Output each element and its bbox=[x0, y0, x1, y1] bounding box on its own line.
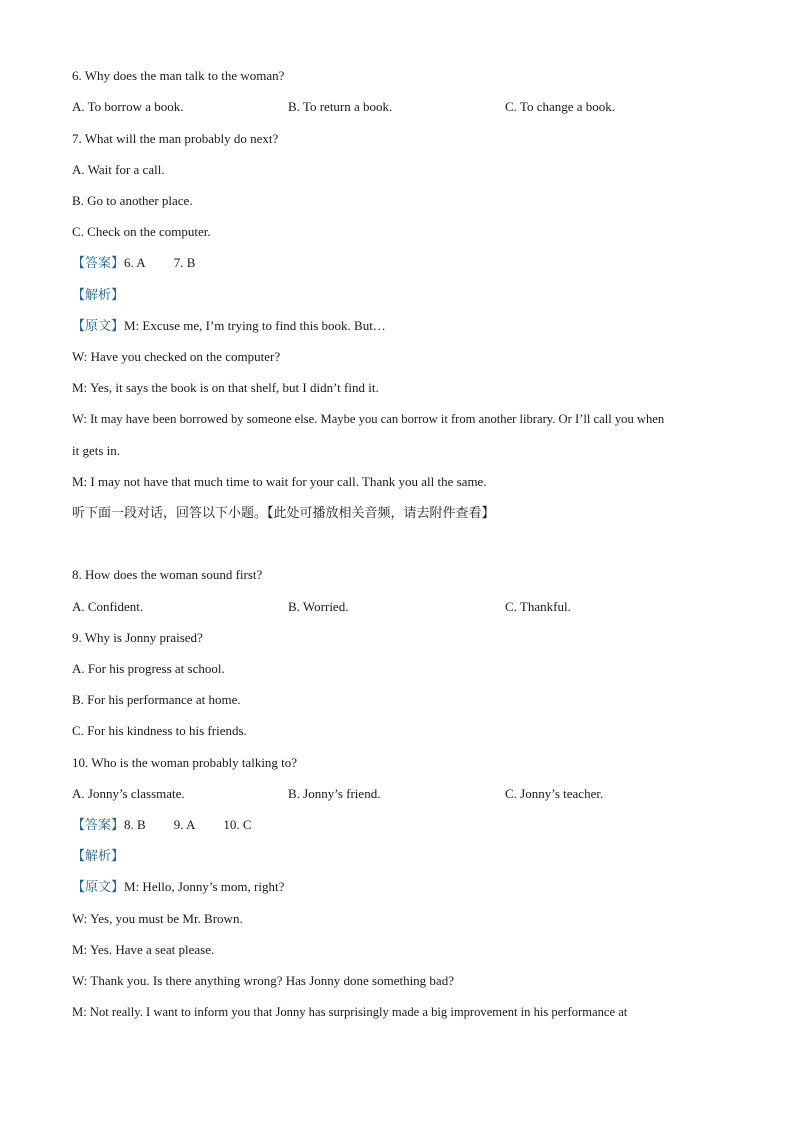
transcript-1-line-5: it gets in. bbox=[72, 443, 121, 458]
answer-tag: 【答案】 bbox=[72, 818, 125, 833]
q9-option-c: C. For his kindness to his friends. bbox=[72, 723, 247, 738]
answer-6: 6. A bbox=[124, 255, 146, 270]
original-tag: 【原文】 bbox=[72, 880, 125, 895]
analysis-tag: 【解析】 bbox=[72, 849, 125, 864]
answer-10: 10. C bbox=[223, 817, 252, 832]
q6-option-c: C. To change a book. bbox=[505, 99, 616, 114]
answer-line-2 bbox=[72, 817, 252, 834]
q9-option-a: A. For his progress at school. bbox=[72, 661, 225, 676]
question-7: 7. What will the man probably do next? bbox=[72, 131, 279, 146]
transcript-1-line-4: W: It may have been borrowed by someone else. Maybe you can borrow it from another library. Or I’ll call you when bbox=[72, 412, 665, 426]
answer-8: 8. B bbox=[124, 817, 146, 832]
question-6: 6. Why does the man talk to the woman? bbox=[72, 68, 285, 83]
question-8: 8. How does the woman sound first? bbox=[72, 567, 263, 582]
transcript-2-line-4: W: Thank you. Is there anything wrong? Has Jonny done something bad? bbox=[72, 973, 454, 988]
answer-7: 7. B bbox=[173, 255, 196, 270]
transcript-2-line-3: M: Yes. Have a seat please. bbox=[72, 942, 215, 957]
transcript-1-line-1 bbox=[72, 318, 386, 335]
transcript-2-line-5: M: Not really. I want to inform you that Jonny has surprisingly made a big improvement in his performance at bbox=[72, 1005, 628, 1019]
q7-option-a: A. Wait for a call. bbox=[72, 162, 165, 177]
q8-option-b: B. Worried. bbox=[288, 599, 349, 614]
transcript-2-line-1 bbox=[72, 879, 284, 896]
transcript-1-line-2: W: Have you checked on the computer? bbox=[72, 349, 281, 364]
analysis-line-2 bbox=[72, 848, 124, 865]
q6-option-a: A. To borrow a book. bbox=[72, 99, 184, 114]
q6-option-b: B. To return a book. bbox=[288, 99, 393, 114]
answer-line-1 bbox=[72, 255, 195, 272]
analysis-tag: 【解析】 bbox=[72, 288, 125, 303]
q10-option-c: C. Jonny’s teacher. bbox=[505, 786, 604, 801]
transcript-2-line-2: W: Yes, you must be Mr. Brown. bbox=[72, 911, 243, 926]
q10-option-a: A. Jonny’s classmate. bbox=[72, 786, 185, 801]
q7-option-c: C. Check on the computer. bbox=[72, 224, 211, 239]
audio-instruction: 听下面一段对话，回答以下小题。【此处可播放相关音频，请去附件查看】 bbox=[72, 506, 495, 521]
transcript-1-line-3: M: Yes, it says the book is on that shelf, but I didn’t find it. bbox=[72, 380, 379, 395]
transcript-text: M: Hello, Jonny’s mom, right? bbox=[124, 879, 285, 894]
transcript-1-line-6: M: I may not have that much time to wait for your call. Thank you all the same. bbox=[72, 474, 487, 489]
q10-option-b: B. Jonny’s friend. bbox=[288, 786, 381, 801]
analysis-line-1 bbox=[72, 287, 124, 304]
answer-9: 9. A bbox=[173, 817, 196, 832]
q8-option-c: C. Thankful. bbox=[505, 599, 571, 614]
q8-option-a: A. Confident. bbox=[72, 599, 144, 614]
answer-tag: 【答案】 bbox=[72, 256, 125, 271]
question-9: 9. Why is Jonny praised? bbox=[72, 630, 203, 645]
q9-option-b: B. For his performance at home. bbox=[72, 692, 241, 707]
question-10: 10. Who is the woman probably talking to? bbox=[72, 755, 298, 770]
transcript-text: M: Excuse me, I’m trying to find this book. But… bbox=[124, 318, 386, 333]
original-tag: 【原文】 bbox=[72, 319, 125, 334]
q7-option-b: B. Go to another place. bbox=[72, 193, 193, 208]
